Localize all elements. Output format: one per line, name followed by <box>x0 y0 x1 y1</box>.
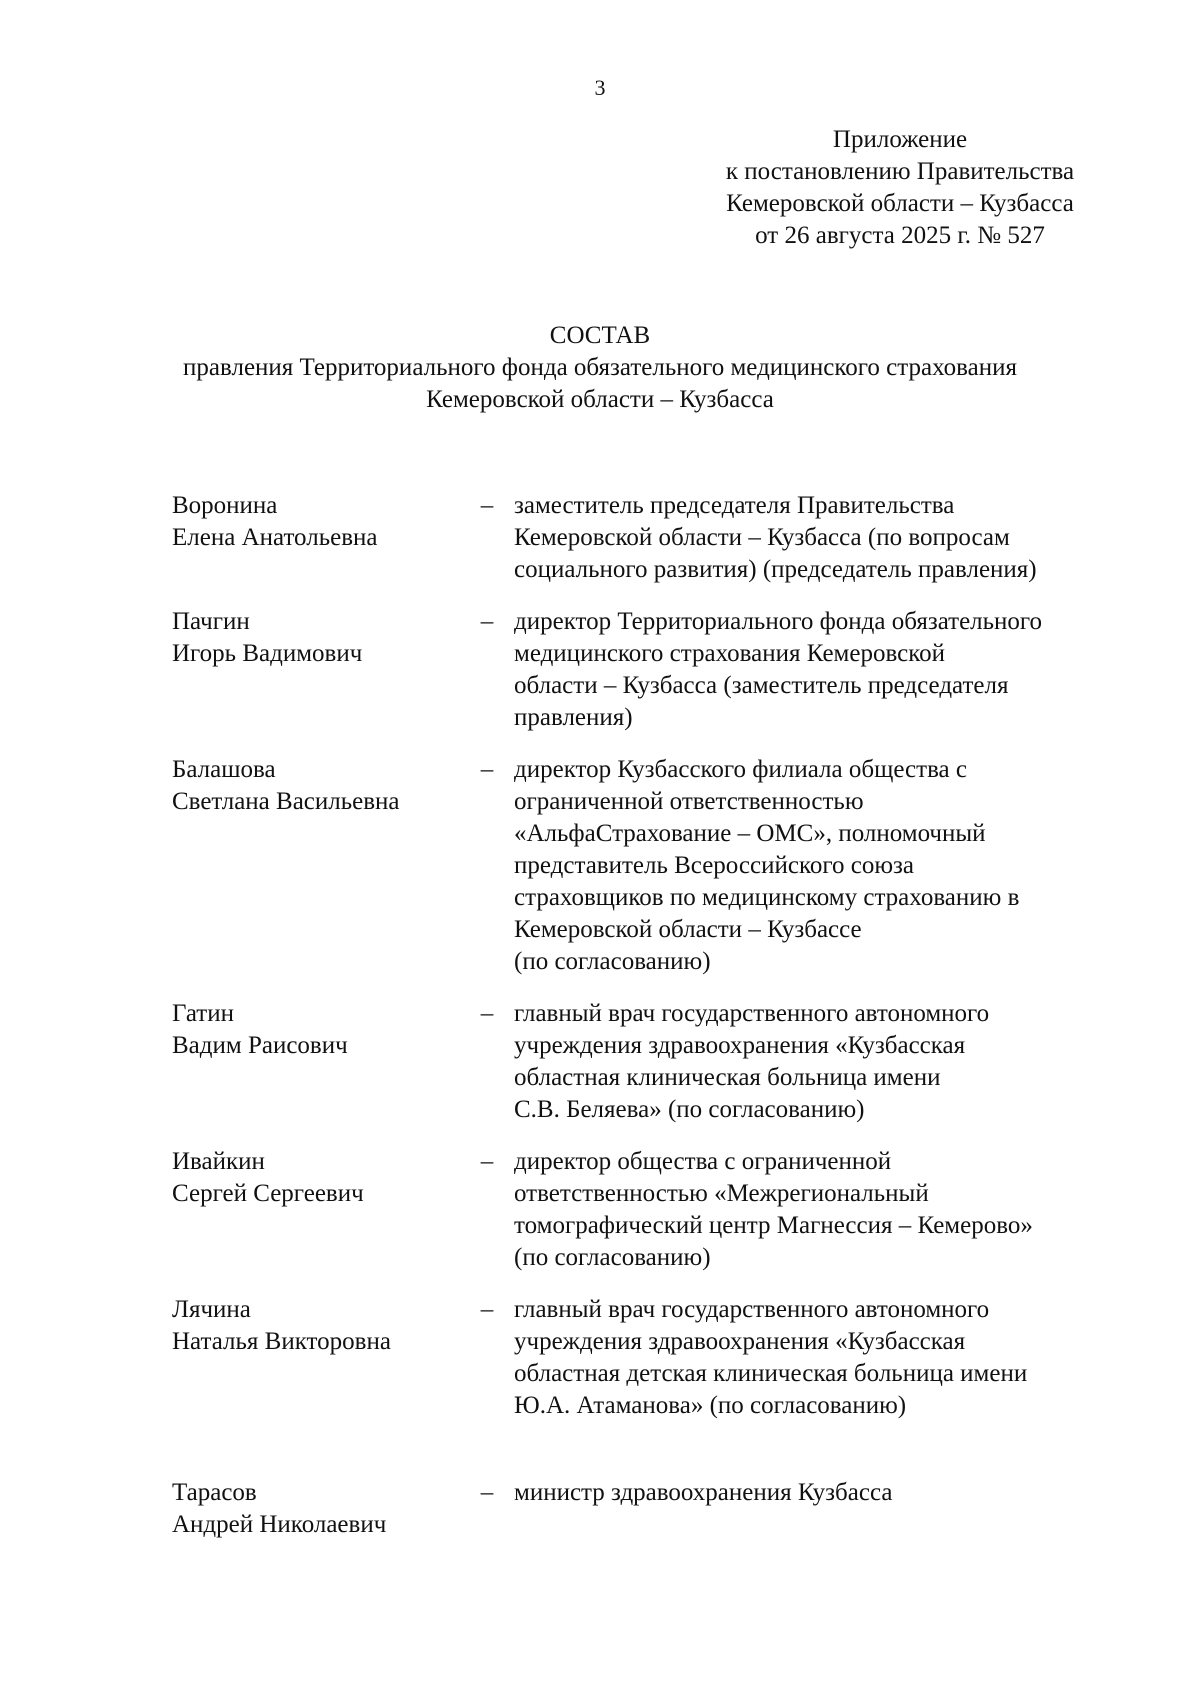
member-position-line: директор Кузбасского филиала общества с <box>514 756 967 783</box>
member-given-names: Вадим Раисович <box>172 1032 348 1059</box>
member-name <box>172 490 442 554</box>
document-title <box>0 320 1200 416</box>
page-number: 3 <box>594 75 606 100</box>
member-row <box>172 490 1132 586</box>
member-surname: Пачгин <box>172 608 250 635</box>
member-dash: – <box>480 1479 494 1506</box>
member-surname: Балашова <box>172 756 276 783</box>
member-position-line: области – Кузбасса (заместитель председателя <box>514 672 1009 699</box>
member-row <box>172 1146 1132 1274</box>
appendix-line: от 26 августа 2025 г. № 527 <box>755 222 1045 249</box>
member-position-line: томографический центр Магнессия – Кемерово» <box>514 1212 1033 1239</box>
member-position-line: медицинского страхования Кемеровской <box>514 640 945 667</box>
member-dash: – <box>480 756 494 783</box>
member-given-names: Сергей Сергеевич <box>172 1180 364 1207</box>
member-position-line: правления) <box>514 704 633 731</box>
member-position-line: учреждения здравоохранения «Кузбасская <box>514 1032 966 1059</box>
member-row <box>172 754 1132 978</box>
member-row <box>172 998 1132 1126</box>
appendix-line: Приложение <box>832 126 968 153</box>
member-position-line: ответственностью «Межрегиональный <box>514 1180 929 1207</box>
member-position <box>514 1294 1114 1422</box>
member-dash: – <box>480 1000 494 1027</box>
member-dash: – <box>480 1148 494 1175</box>
member-dash: – <box>480 608 494 635</box>
member-surname: Гатин <box>172 1000 234 1027</box>
member-surname: Тарасов <box>172 1479 257 1506</box>
member-position-line: областная детская клиническая больница имени <box>514 1360 1028 1387</box>
member-position <box>514 1146 1114 1274</box>
member-surname: Воронина <box>172 492 278 519</box>
member-position-line: социального развития) (председатель правления) <box>514 556 1037 583</box>
member-name <box>172 998 442 1062</box>
member-position-line: главный врач государственного автономного <box>514 1296 990 1323</box>
member-name <box>172 1294 442 1358</box>
member-name <box>172 1146 442 1210</box>
member-position-line: (по согласованию) <box>514 948 711 975</box>
member-position-line: министр здравоохранения Кузбасса <box>514 1479 893 1506</box>
member-surname: Ивайкин <box>172 1148 265 1175</box>
member-position-line: Кемеровской области – Кузбассе <box>514 916 862 943</box>
member-name <box>172 606 442 670</box>
member-given-names: Игорь Вадимович <box>172 640 363 667</box>
member-position-line: ограниченной ответственностью <box>514 788 864 815</box>
member-given-names: Наталья Викторовна <box>172 1328 391 1355</box>
title-subtitle-line: правления Территориального фонда обязательного медицинского страхования <box>183 354 1017 381</box>
appendix-block <box>690 124 1110 252</box>
member-row <box>172 1477 1132 1541</box>
member-position-line: главный врач государственного автономного <box>514 1000 990 1027</box>
member-position-line: директор Территориального фонда обязательного <box>514 608 1043 635</box>
member-position-line: заместитель председателя Правительства <box>514 492 955 519</box>
member-position <box>514 998 1114 1126</box>
member-name <box>172 754 442 818</box>
member-given-names: Светлана Васильевна <box>172 788 400 815</box>
member-position-line: Кемеровской области – Кузбасса (по вопросам <box>514 524 1010 551</box>
appendix-line: к постановлению Правительства <box>725 158 1075 185</box>
member-position <box>514 606 1114 734</box>
title-subtitle-line: Кемеровской области – Кузбасса <box>426 386 774 413</box>
member-row <box>172 606 1132 734</box>
member-position-line: страховщиков по медицинскому страхованию в <box>514 884 1020 911</box>
member-position-line: директор общества с ограниченной <box>514 1148 892 1175</box>
member-position-line: (по согласованию) <box>514 1244 711 1271</box>
member-given-names: Елена Анатольевна <box>172 524 378 551</box>
member-position-line: С.В. Беляева» (по согласованию) <box>514 1096 865 1123</box>
title-heading: СОСТАВ <box>549 322 651 349</box>
member-name <box>172 1477 442 1541</box>
member-dash: – <box>480 1296 494 1323</box>
member-position-line: учреждения здравоохранения «Кузбасская <box>514 1328 966 1355</box>
member-position <box>514 754 1114 978</box>
member-surname: Лячина <box>172 1296 251 1323</box>
member-position-line: представитель Всероссийского союза <box>514 852 914 879</box>
member-position-line: «АльфаСтрахование – ОМС», полномочный <box>514 820 986 847</box>
appendix-line: Кемеровской области – Кузбасса <box>726 190 1074 217</box>
member-dash: – <box>480 492 494 519</box>
member-row <box>172 1294 1132 1422</box>
members-list <box>172 490 1132 1541</box>
member-position <box>514 1477 1114 1541</box>
member-given-names: Андрей Николаевич <box>172 1511 387 1538</box>
member-position-line: областная клиническая больница имени <box>514 1064 941 1091</box>
member-position <box>514 490 1114 586</box>
member-position-line: Ю.А. Атаманова» (по согласованию) <box>514 1392 907 1419</box>
